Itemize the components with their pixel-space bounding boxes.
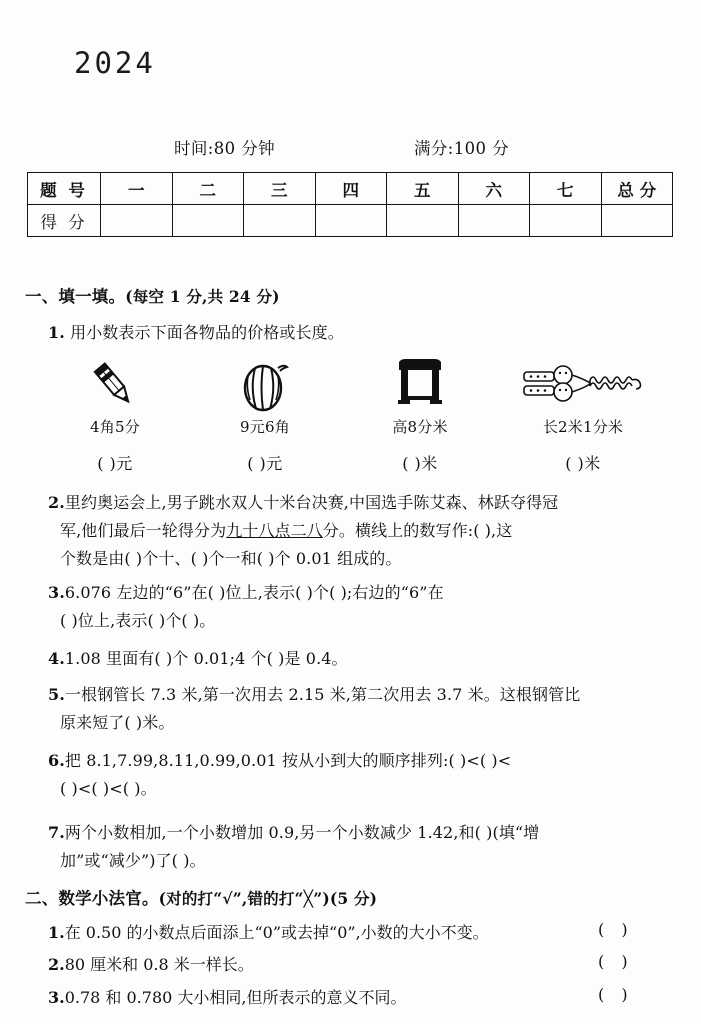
question-2-2 (48, 952, 254, 975)
question-1-6-line2[interactable] (60, 776, 157, 799)
question-1-2-line3[interactable] (60, 546, 402, 569)
section-heading-two (25, 885, 377, 909)
section-two-note: (对的打“√”,错的打“╳”)(5 分) (158, 889, 378, 908)
score-cell-5[interactable] (387, 205, 459, 237)
question-1-7-line1 (48, 820, 539, 843)
score-cell-1[interactable] (101, 205, 173, 237)
question-1-5-text-line2[interactable]: 原来短了( )米。 (60, 713, 175, 732)
question-2-3-answer-blank[interactable]: ( ) (598, 985, 634, 1004)
score-table-col-1: 一 (101, 173, 173, 205)
question-1-3-line1 (48, 580, 444, 603)
score-cell-6[interactable] (458, 205, 530, 237)
question-1-6-line1 (48, 748, 511, 771)
score-cell-2[interactable] (172, 205, 244, 237)
section-one-note: (每空 1 分,共 24 分) (125, 287, 280, 306)
question-1-6-number: 6. (48, 751, 65, 770)
exam-meta-row (0, 135, 701, 161)
question-1-2-line2 (60, 518, 512, 541)
illustration-item-pencil (40, 356, 190, 474)
illustration-caption-jumprope: 长2米1分米 (542, 418, 624, 436)
watermelon-icon-svg (230, 356, 300, 414)
question-1-6-text-line1[interactable]: 把 8.1,7.99,8.11,0.99,0.01 按从小到大的顺序排列:( )<( )< (64, 751, 512, 770)
question-1-7-text-line1[interactable]: 两个小数相加,一个小数增加 0.9,另一个小数减少 1.42,和( )(填“增 (64, 823, 540, 842)
question-2-3-text: 0.78 和 0.780 大小相同,但所表示的意义不同。 (64, 988, 407, 1007)
table-desk-icon-svg (385, 356, 455, 414)
question-1-5-line2[interactable] (60, 710, 174, 733)
score-cell-4[interactable] (315, 205, 387, 237)
table-row-header (28, 173, 673, 205)
question-1-5-line1 (48, 682, 580, 705)
pencil-icon (40, 356, 190, 414)
illustration-caption-watermelon: 9元6角 (240, 418, 290, 436)
question-2-2-text: 80 厘米和 0.8 米一样长。 (64, 955, 254, 974)
pencil-icon-svg (80, 356, 150, 414)
section-one-title: 一、填一填。 (25, 287, 126, 306)
illustration-blank-pencil[interactable]: ( )元 (97, 454, 133, 473)
question-1-5-text-line1: 一根钢管长 7.3 米,第一次用去 2.15 米,第二次用去 3.7 米。这根钢管比 (64, 685, 581, 704)
question-1-1 (48, 320, 344, 343)
question-1-2-underlined-number: 九十八点二八 (226, 521, 323, 540)
question-2-1-number: 1. (48, 923, 65, 942)
question-1-2-line1 (48, 490, 558, 513)
score-table-col-2: 二 (172, 173, 244, 205)
question-1-3-text-line1[interactable]: 6.076 左边的“6”在( )位上,表示( )个( );右边的“6”在 (64, 583, 444, 602)
question-2-1-text: 在 0.50 的小数点后面添上“0”或去掉“0”,小数的大小不变。 (64, 923, 489, 942)
question-1-2-text-line2b[interactable]: 分。横线上的数写作:( ),这 (322, 521, 513, 540)
question-1-7-text-line2[interactable]: 加”或“减少”)了( )。 (60, 851, 206, 870)
question-1-2-text-line3[interactable]: 个数是由( )个十、( )个一和( )个 0.01 组成的。 (60, 549, 402, 568)
illustration-item-table (345, 356, 495, 474)
illustration-blank-table[interactable]: ( )米 (402, 454, 438, 473)
score-table-col-5: 五 (387, 173, 459, 205)
score-table-col-3: 三 (244, 173, 316, 205)
question-2-3 (48, 985, 406, 1008)
score-table-row-label-score: 得 分 (28, 205, 101, 237)
jump-rope-icon (508, 356, 658, 414)
question-2-3-number: 3. (48, 988, 65, 1007)
illustration-item-jumprope (508, 356, 658, 474)
question-1-2-number: 2. (48, 493, 65, 512)
question-2-1 (48, 920, 489, 943)
score-table-col-total: 总 分 (601, 173, 673, 205)
question-1-1-text: 用小数表示下面各物品的价格或长度。 (70, 323, 344, 342)
illustration-blank-jumprope[interactable]: ( )米 (565, 454, 601, 473)
question-1-5-number: 5. (48, 685, 65, 704)
question-1-4-number: 4. (48, 649, 65, 668)
question-1-7-line2[interactable] (60, 848, 206, 871)
score-cell-total[interactable] (601, 205, 673, 237)
question-1-2-text-line2a: 军,他们最后一轮得分为 (60, 521, 227, 540)
score-cell-7[interactable] (530, 205, 602, 237)
question-2-1-answer-blank[interactable]: ( ) (598, 920, 634, 939)
illustration-blank-watermelon[interactable]: ( )元 (247, 454, 283, 473)
question-1-3-text-line2[interactable]: ( )位上,表示( )个( )。 (60, 611, 216, 630)
exam-duration-label: 时间:80 分钟 (174, 139, 275, 158)
question-1-3-line2[interactable] (60, 608, 215, 631)
question-1-4 (48, 646, 348, 669)
score-table (27, 172, 673, 237)
score-table-col-7: 七 (530, 173, 602, 205)
score-table-col-4: 四 (315, 173, 387, 205)
question-1-6-text-line2[interactable]: ( )<( )<( )。 (60, 779, 157, 798)
question-1-7-number: 7. (48, 823, 65, 842)
illustration-caption-pencil: 4角5分 (90, 418, 140, 436)
illustration-item-watermelon (190, 356, 340, 474)
jump-rope-icon-svg (518, 356, 648, 414)
question-2-2-answer-blank[interactable]: ( ) (598, 952, 634, 971)
question-2-2-number: 2. (48, 955, 65, 974)
score-table-row-label-number: 题 号 (28, 173, 101, 205)
table-row-scores (28, 205, 673, 237)
question-1-1-number: 1. (48, 323, 65, 342)
question-1-4-text[interactable]: 1.08 里面有( )个 0.01;4 个( )是 0.4。 (64, 649, 348, 668)
illustration-row (40, 356, 670, 473)
exam-total-marks-label: 满分:100 分 (414, 139, 509, 158)
section-two-title: 二、数学小法官。 (25, 889, 159, 908)
table-desk-icon (345, 356, 495, 414)
score-cell-3[interactable] (244, 205, 316, 237)
page-title-year: 2024 (74, 46, 156, 80)
illustration-caption-table: 高8分米 (392, 418, 448, 436)
score-table-col-6: 六 (458, 173, 530, 205)
section-heading-one (25, 283, 280, 307)
watermelon-icon (190, 356, 340, 414)
question-1-2-text-line1: 里约奥运会上,男子跳水双人十米台决赛,中国选手陈艾森、林跃夺得冠 (64, 493, 559, 512)
question-1-3-number: 3. (48, 583, 65, 602)
